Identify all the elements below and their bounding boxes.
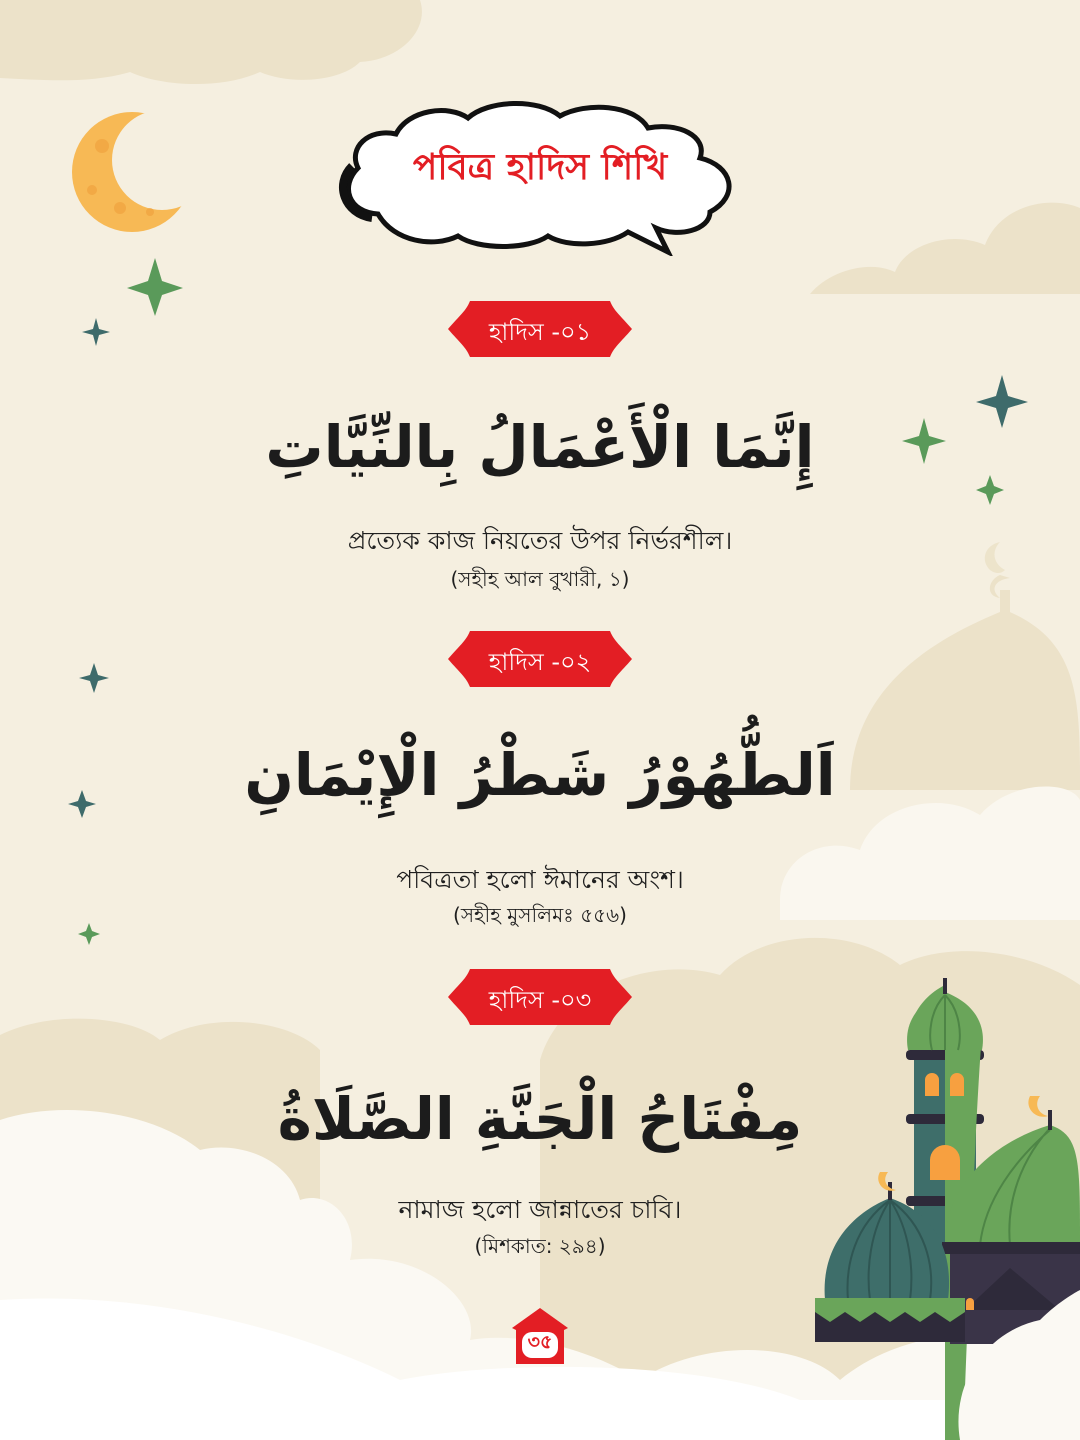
hadith-reference: (সহীহ মুসলিমঃ ৫৫৬) bbox=[453, 903, 627, 927]
sparkle-star-icon bbox=[68, 790, 96, 818]
hadith-reference: (মিশকাত: ২৯৪) bbox=[474, 1234, 606, 1258]
hadith-arabic-text: اَلطُّهُوْرُ شَطْرُ الْإِيْمَانِ bbox=[244, 741, 836, 809]
hadith-arabic-text: إِنَّمَا الْأَعْمَالُ بِالنِّيَّاتِ bbox=[265, 413, 815, 481]
hadith-arabic-text: مِفْتَاحُ الْجَنَّةِ الصَّلَاةُ bbox=[277, 1085, 803, 1153]
page-number-badge bbox=[508, 1306, 572, 1370]
hadith-badge-3 bbox=[448, 969, 632, 1025]
hadith-meaning: প্রত্যেক কাজ নিয়তের উপর নির্ভরশীল। bbox=[347, 526, 733, 555]
sparkle-star-icon bbox=[127, 258, 183, 316]
sparkle-star-icon bbox=[82, 318, 110, 346]
hadith-badge-label: হাদিস -০১ bbox=[488, 318, 592, 346]
sparkle-star-icon bbox=[78, 923, 100, 945]
hadith-badge-2 bbox=[448, 631, 632, 687]
hadith-badge-label: হাদিস -০৩ bbox=[488, 986, 592, 1014]
top-cloud bbox=[0, 0, 422, 84]
hadith-reference: (সহীহ আল বুখারী, ১) bbox=[450, 567, 630, 591]
hadith-meaning: নামাজ হলো জান্নাতের চাবি। bbox=[398, 1195, 682, 1224]
hadith-meaning: পবিত্রতা হলো ঈমানের অংশ। bbox=[396, 865, 684, 894]
hadith-badge-1 bbox=[448, 301, 632, 357]
sparkle-star-icon bbox=[79, 663, 109, 693]
title-cloud bbox=[338, 96, 742, 256]
right-cloud bbox=[810, 203, 1080, 294]
sparkle-star-icon bbox=[976, 375, 1028, 428]
page-number: ৩৫ bbox=[527, 1331, 553, 1353]
crescent-moon-icon bbox=[72, 110, 212, 232]
sparkle-star-icon bbox=[976, 475, 1004, 505]
hadith-badge-label: হাদিস -০২ bbox=[488, 648, 592, 676]
page-title: পবিত্র হাদিস শিখি bbox=[412, 147, 668, 188]
